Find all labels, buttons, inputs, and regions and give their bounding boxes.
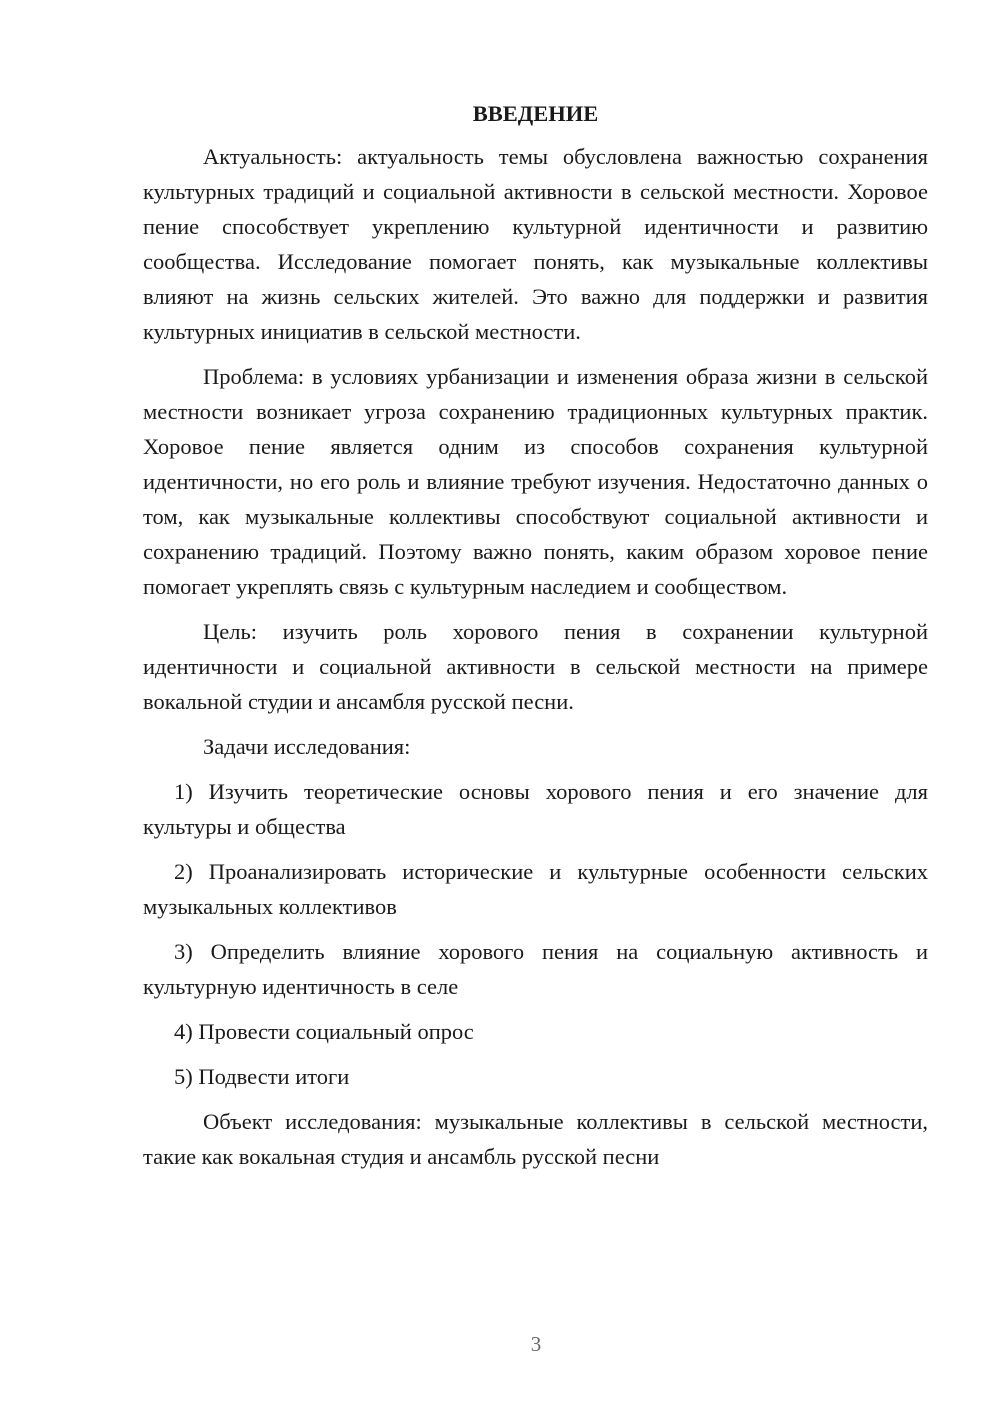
tasks-heading: Задачи исследования: (203, 734, 411, 759)
task-item-4: 4) Провести социальный опрос (174, 1019, 474, 1044)
document-body (143, 96, 928, 1184)
task-item-2: 2) Проанализировать исторические и культурные особенности сельских музыкальных коллективов (143, 859, 928, 919)
task-item-3: 3) Определить влияние хорового пения на социальную активность и культурную идентичность в селе (143, 939, 928, 999)
page-number: 3 (530, 1332, 542, 1356)
task-item-5: 5) Подвести итоги (174, 1064, 350, 1089)
paragraph-relevance: Актуальность: актуальность темы обусловлена важностью сохранения культурных традиций и социальной активности в сельской местности. Хоровое пение способствует укреплению культурной идентичности и развитию сообщества. Исследование помогает понять, как музыкальные коллективы влияют на жизнь сельских жителей. Это важно для поддержки и развития культурных инициатив в сельской местности. (143, 144, 928, 344)
paragraph-object: Объект исследования: музыкальные коллективы в сельской местности, такие как вокальная студия и ансамбль русской песни (143, 1109, 928, 1169)
paragraph-problem: Проблема: в условиях урбанизации и изменения образа жизни в сельской местности возникает угроза сохранению традиционных культурных практик. Хоровое пение является одним из способов сохранения культурной идентичности, но его роль и влияние требуют изучения. Недостаточно данных о том, как музыкальные коллективы способствуют социальной активности и сохранению традиций. Поэтому важно понять, каким образом хоровое пение помогает укреплять связь с культурным наследием и сообществом. (143, 364, 928, 599)
paragraph-goal: Цель: изучить роль хорового пения в сохранении культурной идентичности и социальной активности в сельской местности на примере вокальной студии и ансамбля русской песни. (143, 619, 928, 714)
task-item-1: 1) Изучить теоретические основы хорового пения и его значение для культуры и общества (143, 779, 928, 839)
page-title: ВВЕДЕНИЕ (472, 101, 599, 126)
